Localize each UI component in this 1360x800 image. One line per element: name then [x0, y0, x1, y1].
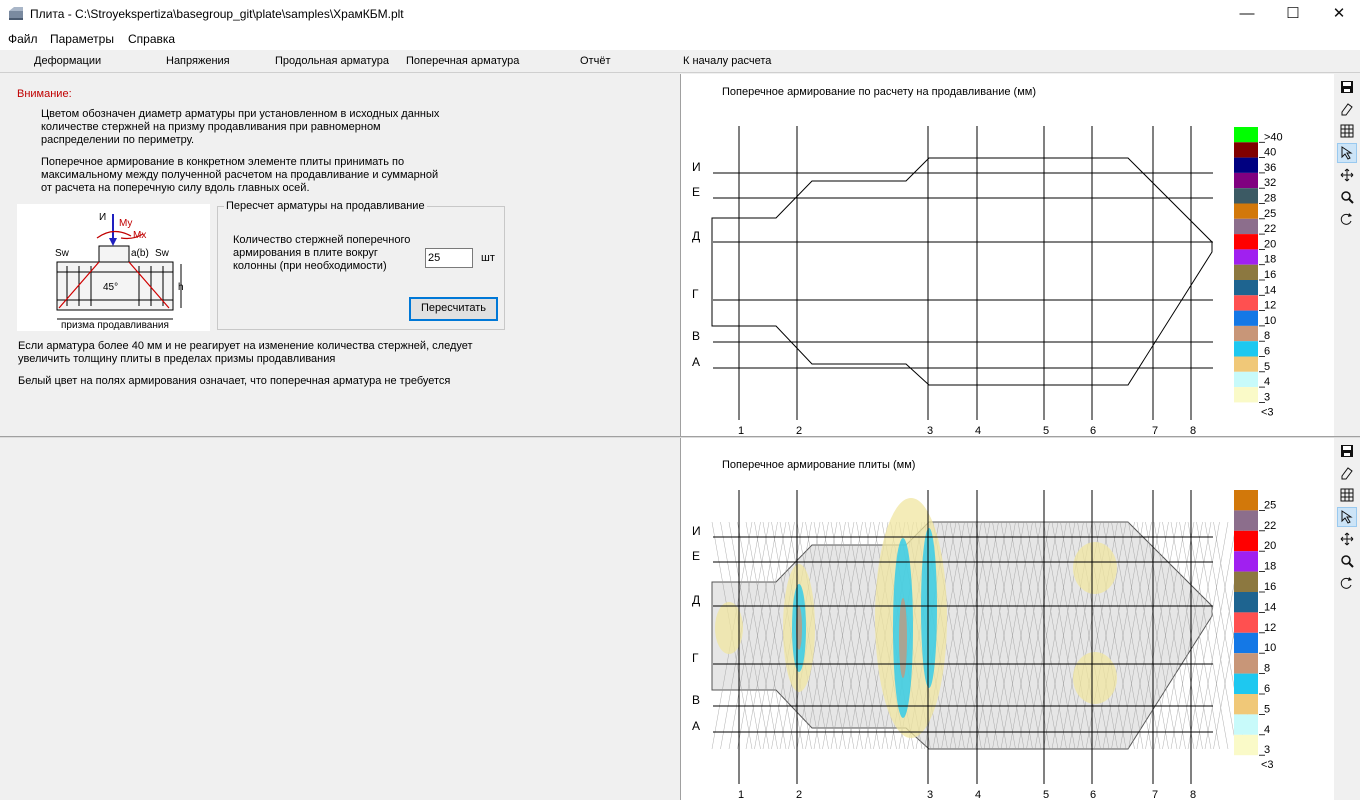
diagram-h-label: h	[178, 282, 184, 293]
recalculate-button[interactable]: Пересчитать	[409, 297, 498, 321]
eraser-icon[interactable]	[1337, 99, 1357, 119]
grid-column-label: 3	[927, 425, 934, 436]
legend-label: 25	[1264, 499, 1277, 512]
legend-label: 4	[1264, 376, 1271, 389]
grid-column-label: 3	[927, 789, 934, 800]
grid-column-label: 8	[1190, 425, 1197, 436]
grid-column-label: 4	[975, 789, 982, 800]
grid-row-label: Г	[692, 651, 699, 665]
rotate-icon[interactable]	[1337, 573, 1357, 593]
legend-label: 22	[1264, 223, 1277, 236]
grid-row-label: И	[692, 524, 701, 538]
rotate-icon[interactable]	[1337, 209, 1357, 229]
menu-file[interactable]: Файл	[8, 32, 38, 46]
legend-label: 10	[1264, 642, 1277, 655]
legend-swatch	[1234, 531, 1258, 551]
legend-label: 12	[1264, 299, 1277, 312]
legend-label: 6	[1264, 345, 1271, 358]
save-icon[interactable]	[1337, 441, 1357, 461]
legend-swatch	[1234, 714, 1258, 734]
legend-label: 22	[1264, 519, 1277, 532]
punching-shear-diagram	[17, 204, 210, 331]
pointer-icon[interactable]	[1337, 507, 1357, 527]
grid-row-label: А	[692, 355, 701, 369]
legend-label: 36	[1264, 161, 1277, 174]
diagram-prism-label: призма продавливания	[61, 320, 169, 331]
grid-row-label: В	[692, 329, 701, 343]
diagram-ab-label: a(b)	[131, 248, 149, 259]
legend-swatch	[1234, 188, 1258, 203]
legend-swatch	[1234, 173, 1258, 188]
grid-row-label: Д	[692, 229, 701, 243]
empty-pane	[0, 438, 680, 800]
menu-parameters[interactable]: Параметры	[50, 32, 114, 46]
grid-row-label: Г	[692, 287, 699, 301]
legend-label: 4	[1264, 723, 1271, 736]
top-toolbar	[1334, 74, 1360, 436]
menu-bar	[0, 28, 1360, 50]
pointer-icon[interactable]	[1337, 143, 1357, 163]
legend-label: 10	[1264, 314, 1277, 327]
punching-plot-title: Поперечное армирование по расчету на продавливание (мм)	[722, 86, 1036, 98]
tab-bar	[0, 51, 1360, 73]
plate-plot-panel	[681, 438, 1334, 800]
legend-label: 3	[1264, 391, 1271, 404]
legend-label: 28	[1264, 192, 1277, 205]
legend-label: 5	[1264, 703, 1271, 716]
legend-swatch	[1234, 158, 1258, 173]
diagram-my-label: My	[119, 218, 133, 229]
legend-label: 8	[1264, 662, 1271, 675]
punching-plot-panel	[681, 74, 1334, 436]
legend-label: 25	[1264, 207, 1277, 220]
plate-plot-title: Поперечное армирование плиты (мм)	[722, 459, 916, 471]
legend-label: >40	[1264, 131, 1283, 144]
legend-swatch	[1234, 249, 1258, 264]
grid-column-label: 7	[1152, 789, 1159, 800]
grid-column-label: 7	[1152, 425, 1159, 436]
legend-swatch	[1234, 612, 1258, 632]
legend-label: 12	[1264, 621, 1277, 634]
plate-outline	[712, 158, 1212, 385]
tab-stresses[interactable]: Напряжения	[166, 55, 230, 67]
diagram-angle-label: 45°	[103, 282, 119, 293]
reinforcement-zone	[1073, 652, 1117, 704]
menu-help[interactable]: Справка	[128, 32, 176, 46]
grid-column-label: 2	[796, 425, 803, 436]
grid-column-label: 4	[975, 425, 982, 436]
legend-swatch	[1234, 735, 1258, 755]
window-title: Плита - C:\Stroyekspertiza\basegroup_git\plate\samples\ХрамКБМ.plt	[30, 7, 404, 21]
grid-column-label: 6	[1090, 789, 1097, 800]
bars-count-input[interactable]	[425, 248, 473, 268]
diagram-sw-right: Sw	[155, 248, 169, 259]
grid-icon[interactable]	[1337, 121, 1357, 141]
legend-label: 6	[1264, 683, 1271, 695]
grid-column-label: 6	[1090, 425, 1097, 436]
move-icon[interactable]	[1337, 165, 1357, 185]
grid-row-label: Д	[692, 593, 701, 607]
grid-column-label: 1	[738, 789, 745, 800]
tab-transverse-reinforcement[interactable]: Поперечная арматура	[406, 55, 520, 67]
minimize-button[interactable]: —	[1239, 5, 1255, 22]
legend-swatch	[1234, 219, 1258, 234]
tab-longitudinal-reinforcement[interactable]: Продольная арматура	[275, 55, 389, 67]
grid-column-label: 1	[738, 425, 745, 436]
legend-swatch	[1234, 142, 1258, 157]
legend-swatch	[1234, 592, 1258, 612]
legend-swatch	[1234, 510, 1258, 530]
tab-restart-calculation[interactable]: К началу расчета	[683, 55, 772, 67]
legend-swatch	[1234, 326, 1258, 341]
legend-swatch	[1234, 372, 1258, 387]
grid-column-label: 8	[1190, 789, 1197, 800]
legend-swatch	[1234, 280, 1258, 295]
legend-label: 14	[1264, 601, 1277, 614]
legend-bottom-label: <3	[1261, 406, 1274, 419]
legend-swatch	[1234, 295, 1258, 310]
info-paragraph-3: Если арматура более 40 мм и не реагирует на изменение количества стержней, следует увеличить толщину плиты в пределах призмы продавливания	[18, 340, 473, 365]
punching-plot[interactable]	[681, 74, 1334, 436]
save-icon[interactable]	[1337, 77, 1357, 97]
legend-bottom-label: <3	[1261, 759, 1274, 772]
legend-swatch	[1234, 551, 1258, 571]
legend-label: 16	[1264, 581, 1277, 593]
legend-label: 18	[1264, 253, 1277, 266]
grid-row-label: И	[692, 160, 701, 174]
legend-swatch	[1234, 653, 1258, 673]
warning-label: Внимание:	[17, 88, 72, 100]
diagram-sw-left: Sw	[55, 248, 69, 259]
app-icon	[8, 6, 24, 22]
zoom-icon[interactable]	[1337, 551, 1357, 571]
recalc-group-title: Пересчет арматуры на продавливание	[226, 200, 425, 212]
diagram-mx-label: Mx	[133, 230, 147, 241]
reinforcement-zone	[1073, 542, 1117, 594]
legend-label: 40	[1264, 146, 1277, 159]
legend-label: 20	[1264, 540, 1277, 553]
legend-label: 16	[1264, 269, 1277, 281]
eraser-icon[interactable]	[1337, 463, 1357, 483]
legend-swatch	[1234, 204, 1258, 219]
title-bar	[0, 0, 1360, 28]
tab-deformations[interactable]: Деформации	[34, 55, 102, 67]
legend-swatch	[1234, 234, 1258, 249]
legend-label: 3	[1264, 744, 1271, 757]
grid-icon[interactable]	[1337, 485, 1357, 505]
legend-swatch	[1234, 127, 1258, 142]
move-icon[interactable]	[1337, 529, 1357, 549]
legend-label: 5	[1264, 360, 1271, 373]
legend-swatch	[1234, 357, 1258, 372]
legend-label: 14	[1264, 284, 1277, 297]
legend-swatch	[1234, 341, 1258, 356]
legend-swatch	[1234, 572, 1258, 592]
plate-plot[interactable]	[681, 438, 1334, 800]
legend-swatch	[1234, 490, 1258, 510]
legend-label: 20	[1264, 238, 1277, 251]
reinforcement-zone	[899, 598, 907, 678]
legend-swatch	[1234, 633, 1258, 653]
grid-column-label: 2	[796, 789, 803, 800]
legend-swatch	[1234, 387, 1258, 402]
legend-swatch	[1234, 265, 1258, 280]
grid-row-label: В	[692, 693, 701, 707]
legend-swatch	[1234, 311, 1258, 326]
legend-swatch	[1234, 674, 1258, 694]
zoom-icon[interactable]	[1337, 187, 1357, 207]
diagram-n-label: И	[99, 212, 107, 223]
bars-unit-label: шт	[481, 252, 495, 264]
info-pane	[0, 74, 680, 436]
legend-swatch	[1234, 694, 1258, 714]
legend-label: 32	[1264, 177, 1277, 190]
bars-count-label: Количество стержней поперечного армирования в плите вокруг колонны (при необходимости)	[233, 234, 411, 272]
info-paragraph-4: Белый цвет на полях армирования означает, что поперечная арматура не требуется	[18, 375, 451, 387]
grid-row-label: Е	[692, 549, 701, 563]
tab-report[interactable]: Отчёт	[580, 55, 611, 67]
grid-column-label: 5	[1043, 789, 1050, 800]
info-paragraph-1: Цветом обозначен диаметр арматуры при установленном в исходных данных количестве стержней на призму продавливания при равномерном распределении по периметру.	[41, 108, 440, 146]
close-button[interactable]: ✕	[1332, 5, 1346, 22]
grid-column-label: 5	[1043, 425, 1050, 436]
legend-label: 8	[1264, 330, 1271, 343]
grid-row-label: А	[692, 719, 701, 733]
grid-row-label: Е	[692, 185, 701, 199]
bottom-toolbar	[1334, 438, 1360, 800]
recalc-groupbox	[217, 200, 505, 330]
info-paragraph-2: Поперечное армирование в конкретном элементе плиты принимать по максимальному между полученной расчетом на продавливание и суммарной от расчета на поперечную силу вдоль главных осей.	[41, 156, 439, 194]
legend-label: 18	[1264, 560, 1277, 573]
maximize-button[interactable]: ☐	[1286, 5, 1300, 22]
